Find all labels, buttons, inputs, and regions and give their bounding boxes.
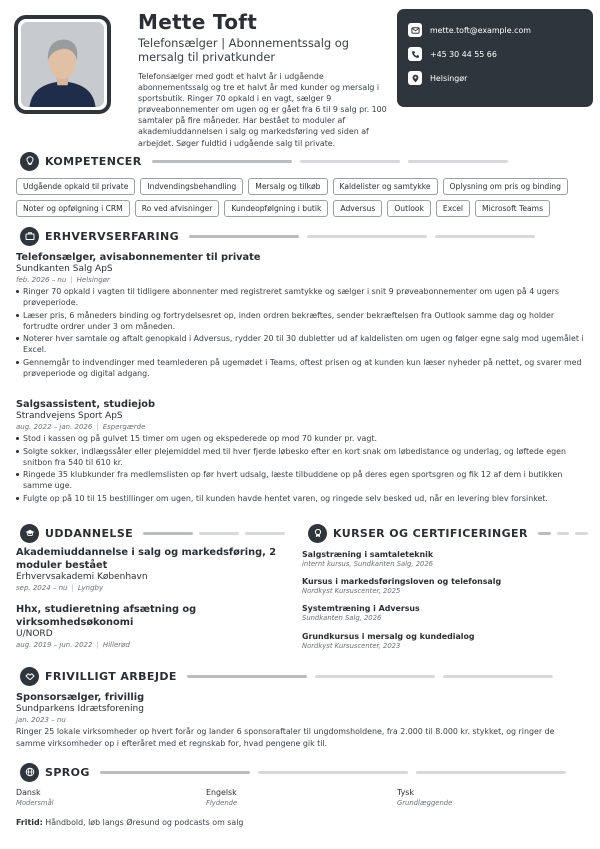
- course-entry: [302, 604, 582, 623]
- section-divider: [189, 235, 299, 238]
- section-title: ERHVERVSERFARING: [45, 229, 180, 243]
- course-entry: [302, 632, 582, 651]
- course-meta: internt kursus, Sundkanten Salg, 2026: [302, 560, 433, 568]
- education-dates: aug. 2019 – jun. 2022: [16, 641, 93, 649]
- volunteer-description: Ringer 25 lokale virksomheder op hvert forår og lander 6 sponsoraftaler til ungdomsholdene, fra 2.000 til 8.000 kr. stykket, og ringer de samme virksomheder op i efteråret med et regnskab for, hvad pengene gik til.: [16, 727, 555, 748]
- language-entry: [206, 788, 386, 808]
- section-divider: [300, 160, 400, 163]
- course-title: Systemtræning i Adversus: [302, 604, 420, 613]
- volunteer-dates: jan. 2023 – nu: [16, 716, 66, 724]
- education-school: U/NORD: [16, 629, 53, 639]
- job-dates: feb. 2026 – nu: [16, 276, 67, 284]
- volunteer-section-header: [20, 666, 580, 686]
- section-title: SPROG: [45, 765, 90, 779]
- job-company: Strandvejens Sport ApS: [16, 411, 123, 421]
- lightbulb-icon: [20, 152, 39, 171]
- education-section-header: [20, 523, 290, 543]
- section-divider: [143, 532, 193, 535]
- course-meta: Nordkyst Kursuscenter, 2025: [302, 587, 401, 595]
- education-meta: [16, 640, 286, 650]
- section-divider: [245, 532, 285, 535]
- skill-tag: Excel: [436, 200, 470, 217]
- job-bullets: [16, 433, 586, 504]
- section-divider: [416, 771, 566, 774]
- language-level: Flydende: [206, 799, 238, 807]
- course-entry: [302, 550, 582, 569]
- job-place: Espergærde: [102, 423, 146, 431]
- section-divider: [557, 532, 570, 535]
- education-entry: [16, 547, 286, 594]
- globe-icon: [20, 763, 39, 782]
- language-name: Engelsk: [206, 788, 237, 797]
- language-name: Dansk: [16, 788, 41, 797]
- certificate-icon: [308, 524, 327, 543]
- job-bullet: Fulgte op på 10 til 15 bestillinger om ugen, til kunden havde hentet varen, og ringede selv besked ud, når en levering blev forsinket.: [16, 493, 586, 504]
- location-pin-icon: [408, 71, 422, 85]
- section-divider: [315, 675, 435, 678]
- skill-tag: Kaldelister og samtykke: [333, 178, 438, 195]
- course-title: Kursus i markedsføringsloven og telefonsalg: [302, 577, 502, 586]
- meta-separator: |: [96, 423, 99, 431]
- job-meta: [16, 275, 586, 285]
- hobbies-text: Håndbold, løb langs Øresund og podcasts om salg: [45, 818, 244, 827]
- job-bullet: Noterer hver samtale og aftalt genopkald i Adversus, rydder 20 til 30 dubletter ud af kaldelisten om ugen og følger egne salg mod ugemålet i Excel.: [16, 333, 586, 355]
- course-meta: Nordkyst Kursuscenter, 2023: [302, 642, 401, 650]
- languages-section-header: [20, 762, 580, 782]
- education-place: Hillerød: [102, 641, 130, 649]
- volunteer-org: Sundparkens Idrætsforening: [16, 704, 144, 714]
- meta-separator: |: [96, 641, 99, 649]
- language-entry: [397, 788, 577, 808]
- job-bullets: [16, 286, 586, 379]
- handshake-icon: [20, 667, 39, 686]
- skill-tag: Indvendingsbehandling: [140, 178, 243, 195]
- graduation-cap-icon: [20, 524, 39, 543]
- contact-email-row[interactable]: [408, 23, 593, 37]
- section-divider: [307, 235, 427, 238]
- profile-summary: Telefonsælger med godt et halvt år i udgående abonnementssalg og tre et halvt år med kunder og mersalg i sportsbutik. Ringer 70 opkald i en vagt, sælger 9 prøveabonnementer om ugen og er gået fra 6 til 9 salg pr. 100 samtaler på fire måneder. Har bestået to moduler af akademiuddannelsen i salg og markedsføring ved siden af arbejdet. Søger fuldtid i udgående salg til private.: [138, 72, 387, 148]
- profile-photo-frame: [14, 15, 111, 114]
- education-title: Hhx, studieretning afsætning og virksomhedsøkonomi: [16, 604, 197, 628]
- section-divider: [575, 532, 588, 535]
- contact-phone-row[interactable]: [408, 47, 593, 61]
- hobbies-label: Fritid:: [16, 818, 43, 827]
- language-entry: [16, 788, 196, 808]
- section-divider: [100, 771, 250, 774]
- education-place: Lyngby: [77, 584, 104, 592]
- section-divider: [152, 160, 292, 163]
- section-title: KOMPETENCER: [45, 154, 142, 168]
- mail-icon: [408, 23, 422, 37]
- education-entry: [16, 604, 286, 651]
- job-bullet: Solgte sokker, indlægssåler eller plejemiddel med til hver fjerde løbesko efter en kort snak om løbedistance og underlag, og løftede egen snitbon fra 540 til 610 kr.: [16, 446, 586, 468]
- course-meta: Sundkanten Salg, 2026: [302, 614, 382, 622]
- skills-section-header: [20, 151, 580, 171]
- course-title: Salgstræning i samtaleteknik: [302, 550, 434, 559]
- contact-phone[interactable]: +45 30 44 55 66: [430, 49, 497, 59]
- volunteer-entry: [16, 692, 586, 749]
- briefcase-icon: [20, 227, 39, 246]
- education-meta: [16, 583, 286, 593]
- skill-tag: Outlook: [387, 200, 431, 217]
- section-divider: [443, 675, 553, 678]
- job-dates: aug. 2022 – jan. 2026: [16, 423, 93, 431]
- job-title: Salgsassistent, studiejob: [16, 399, 156, 410]
- education-dates: sep. 2024 – nu: [16, 584, 68, 592]
- section-divider: [435, 235, 535, 238]
- language-level: Grundlæggende: [397, 799, 453, 807]
- hobbies-line: [16, 818, 243, 827]
- person-name: Mette Toft: [138, 10, 258, 34]
- education-title: Akademiuddannelse i salg og markedsføring, 2 moduler bestået: [16, 547, 277, 571]
- courses-section-header: [308, 523, 588, 543]
- profile-photo: [21, 22, 104, 107]
- section-divider: [538, 532, 551, 535]
- contact-location: Helsingør: [430, 73, 468, 83]
- skill-tag: Ro ved afvisninger: [135, 200, 220, 217]
- language-level: Modersmål: [16, 799, 54, 807]
- meta-separator: |: [70, 276, 73, 284]
- course-title: Grundkursus i mersalg og kundedialog: [302, 632, 475, 641]
- contact-location-row: [408, 71, 593, 85]
- job-title: Telefonsælger, avisabonnementer til private: [16, 252, 261, 263]
- section-title: UDDANNELSE: [45, 526, 134, 540]
- meta-separator: |: [71, 584, 74, 592]
- job-company: Sundkanten Salg ApS: [16, 264, 113, 274]
- skill-tag: Mersalg og tilkøb: [248, 178, 327, 195]
- phone-icon: [408, 47, 422, 61]
- skill-tag: Udgående opkald til private: [16, 178, 135, 195]
- contact-email[interactable]: mette.toft@example.com: [430, 25, 531, 35]
- section-title: KURSER OG CERTIFICERINGER: [333, 526, 528, 540]
- section-divider: [258, 771, 408, 774]
- skill-tag: Oplysning om pris og binding: [443, 178, 568, 195]
- language-name: Tysk: [397, 788, 414, 797]
- job-place: Helsingør: [76, 276, 110, 284]
- job-bullet: Ringer 70 opkald i vagten til tidligere abonnenter med registreret samtykke og sælger i snit 9 prøveabonnementer om ugen på 4 ugers prøveperiode.: [16, 286, 586, 308]
- job-entry: [16, 399, 586, 506]
- skill-tag: Kundeopfølgning i butik: [224, 200, 328, 217]
- skills-list: [16, 178, 576, 217]
- skill-tag: Microsoft Teams: [475, 200, 550, 217]
- skill-tag: Adversus: [333, 200, 382, 217]
- volunteer-title: Sponsorsælger, frivillig: [16, 692, 145, 703]
- section-title: FRIVILLIGT ARBEJDE: [45, 669, 177, 683]
- contact-card: [397, 9, 593, 107]
- job-bullet: Ringede 35 klubkunder fra medlemslisten op før hvert udsalg, læste tilbuddene op på deres egen sportsgren og fik 12 af dem i butikken samme uge.: [16, 469, 586, 491]
- person-role: Telefonsælger | Abonnementssalg og mersalg til privatkunder: [138, 36, 349, 64]
- section-divider: [408, 160, 508, 163]
- resume-header: [0, 0, 600, 146]
- experience-section-header: [20, 226, 580, 246]
- job-bullet: Læser pris, 6 måneders binding og fortrydelsesret op, inden ordren bekræftes, sender bekræftelsen fra Outlook samme dag og holder fortrudte ordrer under 3 om måneden.: [16, 310, 586, 332]
- course-entry: [302, 577, 582, 596]
- job-bullet: Stod i kassen og på gulvet 15 timer om ugen og ekspederede op mod 70 kunder pr. vagt.: [16, 433, 586, 444]
- job-bullet: Gennemgår to indvendinger med teamlederen på ugemødet i Teams, oftest prisen og at kunden kun læser nyheder på nettet, og svarer med prøveperiode og digital adgang.: [16, 357, 586, 379]
- skill-tag: Noter og opfølgning i CRM: [16, 200, 130, 217]
- job-entry: [16, 252, 586, 381]
- education-school: Erhvervsakademi København: [16, 572, 148, 582]
- section-divider: [187, 675, 307, 678]
- job-meta: [16, 422, 586, 432]
- section-divider: [199, 532, 239, 535]
